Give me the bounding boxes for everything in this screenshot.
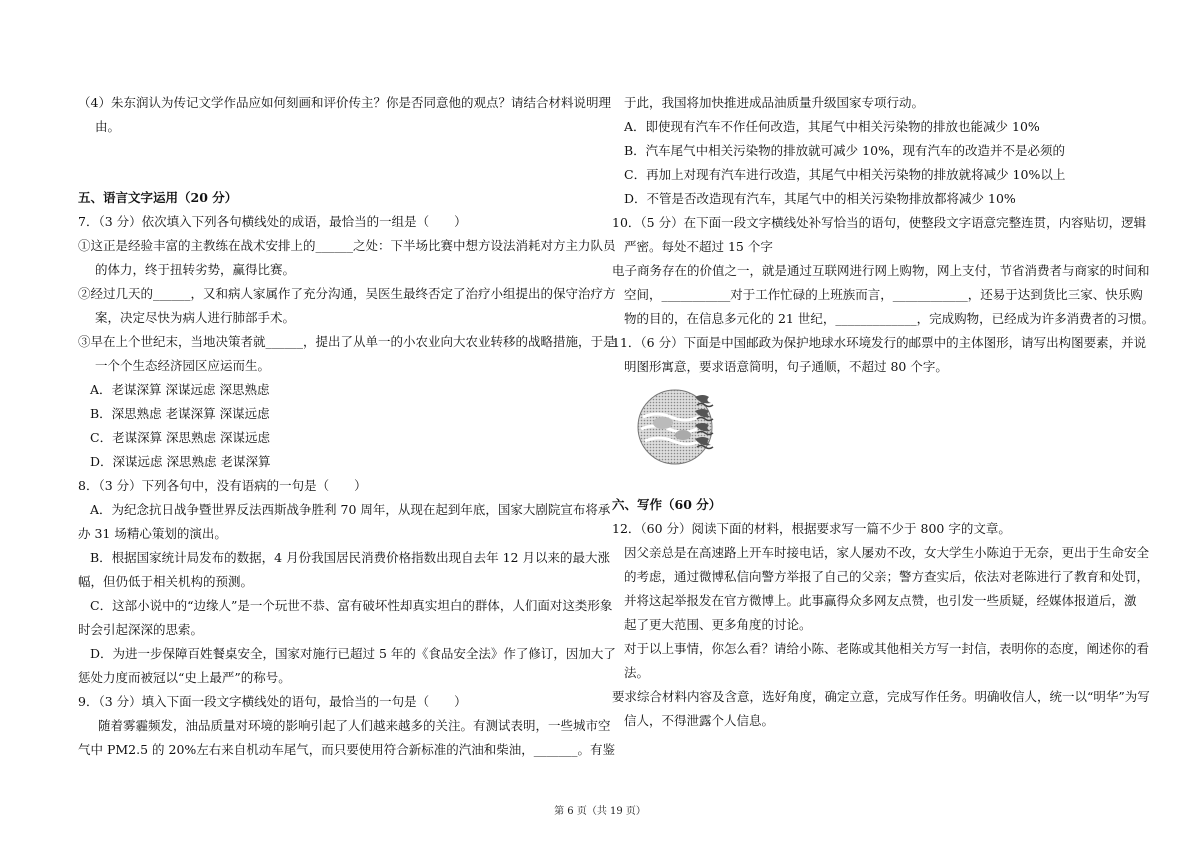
q8-d-line2: 惩处力度而被冠以“史上最严”的称号。	[78, 670, 291, 685]
q8-d-line1: D．为进一步保障百姓餐桌安全，国家对施行已超过 5 年的《食品安全法》作了修订，因加大了	[90, 646, 616, 661]
section-6-title: 六、写作（60 分）	[612, 497, 722, 512]
q8-stem: 8．（3 分）下列各句中，没有语病的一句是（ ）	[78, 478, 367, 493]
q7-s1-line1: ①这正是经验丰富的主教练在战术安排上的______之处：下半场比赛中想方设法消耗对方主力队员	[78, 238, 616, 253]
q12-p2-line2: 法。	[624, 665, 650, 680]
q9-p-line2: 气中 PM2.5 的 20%左右来自机动车尾气，而只要使用符合新标准的汽油和柴油，_______。有鉴	[78, 742, 616, 757]
q9-continuation: 于此，我国将加快推进成品油质量升级国家专项行动。	[624, 95, 925, 110]
q12-stem: 12．（60 分）阅读下面的材料，根据要求写一篇不少于 800 字的文章。	[612, 521, 1011, 536]
q9-option-c: C．再加上对现有汽车进行改造，其尾气中相关污染物的排放就将减少 10%以上	[624, 167, 1066, 182]
q7-option-b: B．深思熟虑 老谋深算 深谋远虑	[90, 406, 270, 421]
q6-4-line1: （4）朱东润认为传记文学作品应如何刻画和评价传主？你是否同意他的观点？请结合材料说明理	[78, 95, 611, 110]
q12-p3-line2: 信人，不得泄露个人信息。	[624, 713, 775, 728]
q8-b-line1: B．根据国家统计局发布的数据，4 月份我国居民消费价格指数出现自去年 12 月以来的最大涨	[90, 550, 610, 565]
q9-option-a: A．即使现有汽车不作任何改造，其尾气中相关污染物的排放也能减少 10%	[624, 119, 1040, 134]
q8-a-line1: A．为纪念抗日战争暨世界反法西斯战争胜利 70 周年，从现在起到年底，国家大剧院宣布将承	[90, 502, 611, 517]
q11-stem-line2: 明图形寓意，要求语意简明，句子通顺，不超过 80 个字。	[624, 359, 948, 374]
q9-option-b: B．汽车尾气中相关污染物的排放就可减少 10%，现有汽车的改造并不是必须的	[624, 143, 1065, 158]
q12-p1-line1: 因父亲总是在高速路上开车时接电话，家人屡劝不改，女大学生小陈迫于无奈，更出于生命安全	[624, 545, 1150, 560]
q7-s3-line1: ③早在上个世纪末，当地决策者就______，提出了从单一的小农业向大农业转移的战略措施，于是	[78, 334, 616, 349]
q11-stem-line1: 11．（6 分）下面是中国邮政为保护地球水环境发行的邮票中的主体图形，请写出构图要素，并说	[612, 335, 1147, 350]
q10-p-line1: 电子商务存在的价值之一，就是通过互联网进行网上购物，网上支付，节省消费者与商家的时间和	[612, 263, 1150, 278]
q8-b-line2: 幅，但仍低于相关机构的预测。	[78, 574, 254, 589]
section-5-title: 五、语言文字运用（20 分）	[78, 190, 238, 205]
q7-option-c: C．老谋深算 深思熟虑 深谋远虑	[90, 430, 271, 445]
q12-p1-line3: 并将这起举报发在官方微博上。此事赢得众多网友点赞，也引发一些质疑，经媒体报道后，激	[624, 593, 1137, 608]
q9-stem: 9．（3 分）填入下面一段文字横线处的语句，最恰当的一句是（ ）	[78, 694, 467, 709]
q7-option-d: D．深谋远虑 深思熟虑 老谋深算	[90, 454, 271, 469]
q7-option-a: A．老谋深算 深谋远虑 深思熟虑	[90, 382, 270, 397]
q12-p1-line4: 起了更大范围、更多角度的讨论。	[624, 617, 812, 632]
q7-s3-line2: 一个个生态经济园区应运而生。	[95, 358, 271, 373]
q9-option-d: D．不管是否改造现有汽车，其尾气中的相关污染物排放都将减少 10%	[624, 191, 1016, 206]
q8-c-line1: C．这部小说中的“边缘人”是一个玩世不恭、富有破坏性却真实坦白的群体，人们面对这类形象	[90, 598, 613, 613]
q7-stem: 7．（3 分）依次填入下列各句横线处的成语，最恰当的一组是（ ）	[78, 214, 467, 229]
q9-p-line1: 随着雾霾频发，油品质量对环境的影响引起了人们越来越多的关注。有测试表明，一些城市空	[98, 718, 611, 733]
q6-4-line2: 由。	[95, 119, 121, 134]
q12-p2-line1: 对于以上事情，你怎么看？请给小陈、老陈或其他相关方写一封信，表明你的态度，阐述你的看	[624, 641, 1150, 656]
q10-stem-line1: 10．（5 分）在下面一段文字横线处补写恰当的语句，使整段文字语意完整连贯，内容贴切，逻辑	[612, 215, 1147, 230]
q10-p-line3: 物的目的，在信息多元化的 21 世纪，_____________，完成购物，已经成为许多消费者的习惯。	[624, 311, 1155, 326]
q7-s2-line2: 案，决定尽快为病人进行肺部手术。	[95, 310, 296, 325]
q7-s2-line1: ②经过几天的______，又和病人家属作了充分沟通，吴医生最终否定了治疗小组提出的保守治疗方	[78, 286, 616, 301]
q10-p-line2: 空间，___________对于工作忙碌的上班族而言，____________，还易于达到货比三家、快乐购	[624, 287, 1143, 302]
q10-stem-line2: 严密。每处不超过 15 个字	[624, 239, 773, 254]
q12-p1-line2: 的考虑，通过微博私信向警方举报了自己的父亲；警方查实后，依法对老陈进行了教育和处罚，	[624, 569, 1150, 584]
q12-p3-line1: 要求综合材料内容及含意，选好角度，确定立意，完成写作任务。明确收信人，统一以“明华”为写	[612, 689, 1150, 704]
q8-c-line2: 时会引起深深的思索。	[78, 622, 204, 637]
q7-s1-line2: 的体力，终于扭转劣势，赢得比赛。	[95, 262, 296, 277]
page-footer: 第 6 页（共 19 页）	[554, 806, 646, 817]
q8-a-line2: 办 31 场精心策划的演出。	[78, 526, 227, 541]
stamp-globe-waves-icon	[637, 383, 725, 471]
